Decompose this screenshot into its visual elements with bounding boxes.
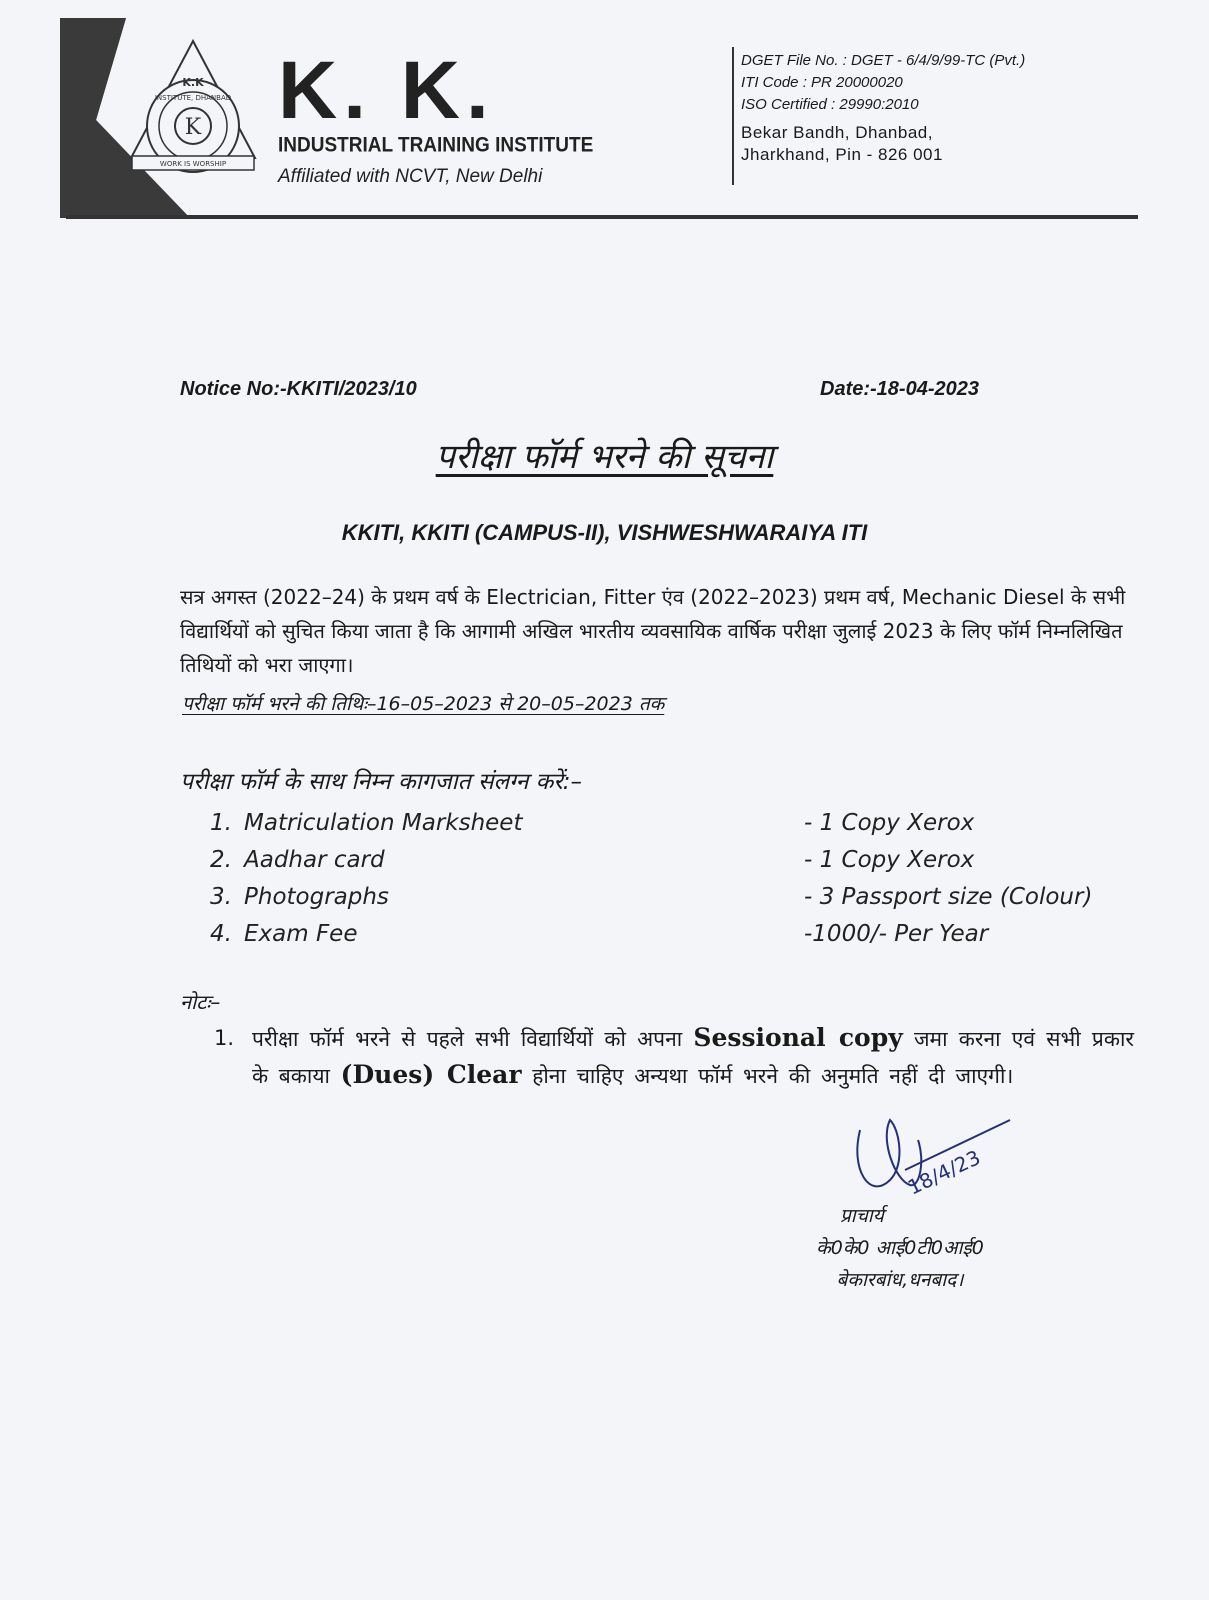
signatory-title: प्राचार्य <box>840 1205 884 1227</box>
institute-name: INDUSTRIAL TRAINING INSTITUTE <box>278 134 594 158</box>
letterhead-divider <box>732 47 734 185</box>
notice-body: सत्र अगस्त (2022–24) के प्रथम वर्ष के Electrician, Fitter एंव (2022–2023) प्रथम वर्ष, Mechanic Diesel के सभी विद्यार्थियों को सुचित किया जाता है कि आगामी अखिल भारतीय व्यवसायिक वार्षिक परीक्षा जुलाई 2023 के लिए फॉर्म निम्नलिखित तिथियों को भरा जाएगा। <box>180 585 1126 677</box>
item-number: 2. <box>210 846 232 873</box>
item-name: Photographs <box>244 883 389 910</box>
iti-code: ITI Code : PR 20000020 <box>741 74 903 91</box>
affiliation: Affiliated with NCVT, New Delhi <box>278 166 543 187</box>
note-emphasis: Sessional copy <box>693 1023 903 1052</box>
item-number: 4. <box>210 920 232 947</box>
institute-emblem-icon <box>128 38 258 178</box>
dget-file-no: DGET File No. : DGET - 6/4/9/99-TC (Pvt.) <box>741 52 1026 69</box>
notice-number: Notice No:-KKITI/2023/10 <box>180 378 417 400</box>
note-emphasis: (Dues) Clear <box>340 1060 522 1089</box>
item-quantity: -1000/- Per Year <box>804 920 989 947</box>
note-text-part: होना चाहिए अन्यथा फॉर्म भरने की अनुमति नहीं दी जाएगी। <box>521 1064 1014 1088</box>
item-quantity: - 1 Copy Xerox <box>804 846 975 873</box>
list-item <box>210 915 1130 952</box>
item-number: 3. <box>210 883 232 910</box>
list-item <box>210 804 1130 841</box>
item-quantity: - 3 Passport size (Colour) <box>804 883 1093 910</box>
list-item <box>210 878 1130 915</box>
address-line-1: Bekar Bandh, Dhanbad, <box>741 123 933 142</box>
notice-title: परीक्षा फॉर्म भरने की सूचना <box>435 437 774 477</box>
note-text-part: जमा करना एवं सभी प्रकार के बकाया <box>252 1027 1135 1088</box>
form-dates: परीक्षा फॉर्म भरने की तिथिः–16–05–2023 से 20–05–2023 तक <box>182 693 665 715</box>
list-item <box>210 841 1130 878</box>
svg-text:K: K <box>184 115 202 140</box>
item-name: Matriculation Marksheet <box>244 809 523 836</box>
address-line-2: Jharkhand, Pin - 826 001 <box>741 145 943 164</box>
note-text <box>252 1020 1134 1094</box>
signatory-place: बेकारबांध,धनबाद। <box>836 1269 964 1291</box>
documents-list <box>210 804 1130 952</box>
brand-name: K. K. <box>278 45 495 136</box>
svg-text:WORK IS WORSHIP: WORK IS WORSHIP <box>159 160 227 168</box>
note-text-part: परीक्षा फॉर्म भरने से पहले सभी विद्यार्थियों को अपना <box>252 1027 694 1051</box>
letterhead-rule <box>66 215 1138 219</box>
svg-text:K.K: K.K <box>182 76 204 89</box>
signatory-org: के0के0 आई0टी0आई0 <box>816 1237 984 1259</box>
item-quantity: - 1 Copy Xerox <box>804 809 975 836</box>
signatory-block <box>800 1200 1000 1296</box>
institutions-line: KKITI, KKITI (CAMPUS-II), VISHWESHWARAIYA ITI <box>341 520 868 545</box>
item-name: Exam Fee <box>244 920 358 947</box>
note-item <box>214 1020 1134 1094</box>
note-number: 1. <box>214 1026 235 1050</box>
iso-certification: ISO Certified : 29990:2010 <box>741 96 919 113</box>
notice-date: Date:-18-04-2023 <box>820 378 979 400</box>
documents-heading: परीक्षा फॉर्म के साथ निम्न कागजात संलग्न करें:– <box>180 769 582 795</box>
item-number: 1. <box>210 809 232 836</box>
item-name: Aadhar card <box>244 846 385 873</box>
brand-block <box>278 45 594 188</box>
note-label: नोटः– <box>180 990 221 1014</box>
svg-text:INSTITUTE, DHANBAD: INSTITUTE, DHANBAD <box>154 94 232 102</box>
svg-text:18/4/23: 18/4/23 <box>903 1145 984 1200</box>
letterhead-info <box>741 50 1025 166</box>
